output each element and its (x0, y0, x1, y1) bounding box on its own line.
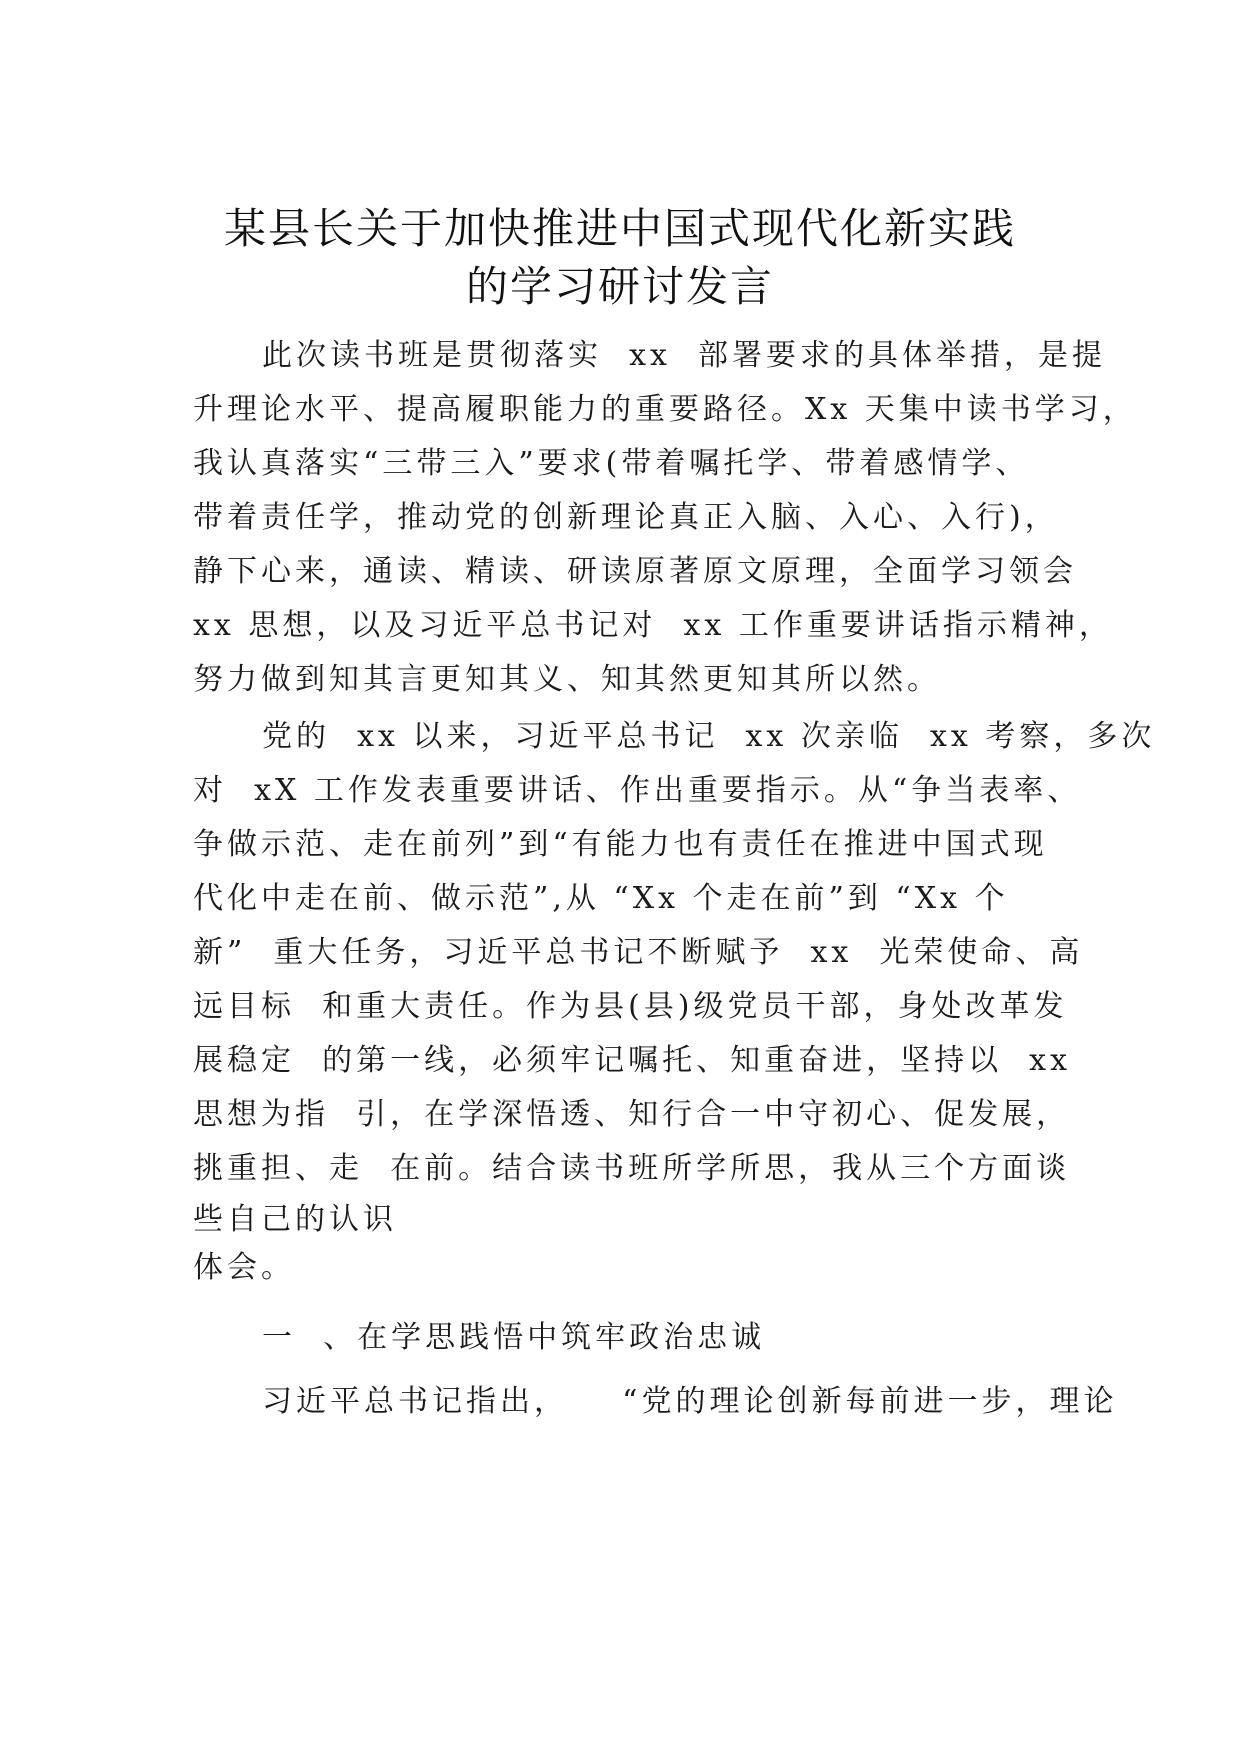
paragraph-2-line-4: 代化中走在前、做示范”,从 “Xx 个走在前”到 “Xx 个 (193, 881, 1009, 916)
paragraph-1-line-4: 带着责任学，推动党的创新理论真正入脑、入心、入行)， (193, 500, 1059, 535)
paragraph-1-line-7: 努力做到知其言更知其义、知其然更知其所以然。 (193, 662, 941, 697)
paragraph-1-line-2: 升理论水平、提高履职能力的重要路径。Xx 天集中读书学习， (193, 392, 1137, 427)
paragraph-2-line-6: 远目标 和重大责任。作为县(县)级党员干部，身处改革发 (193, 989, 1068, 1024)
section-1-heading: 一 、在学思践悟中筑牢政治忠诚 (262, 1320, 766, 1355)
paragraph-2-line-2: 对 xX 工作发表重要讲话、作出重要指示。从“争当表率、 (193, 773, 1082, 808)
paragraph-1-line-6: xx 思想，以及习近平总书记对 xx 工作重要讲话指示精神， (193, 608, 1113, 643)
paragraph-3-line-1: 习近平总书记指出， “党的理论创新每前进一步，理论 (262, 1384, 1118, 1419)
paragraph-2-line-11: 体会。 (193, 1250, 295, 1285)
paragraph-2-line-3: 争做示范、走在前列”到“有能力也有责任在推进中国式现 (193, 827, 1048, 862)
paragraph-2-line-10: 些自己的认识 (193, 1202, 397, 1237)
paragraph-1-line-3: 我认真落实“三带三入”要求(带着嘱托学、带着感情学、 (193, 446, 1030, 481)
paragraph-2-line-1: 党的 xx 以来，习近平总书记 xx 次亲临 xx 考察，多次 (262, 719, 1156, 754)
title-line-1: 某县长关于加快推进中国式现代化新实践 (223, 204, 1016, 253)
paragraph-1-line-1: 此次读书班是贯彻落实 xx 部署要求的具体举措，是提 (262, 338, 1106, 373)
paragraph-1-line-5: 静下心来，通读、精读、研读原著原文原理，全面学习领会 (193, 554, 1077, 589)
paragraph-2-line-8: 思想为指 引，在学深悟透、知行合一中守初心、促发展， (193, 1097, 1071, 1132)
paragraph-2-line-5: 新” 重大任务，习近平总书记不断赋予 xx 光荣使命、高 (193, 935, 1084, 970)
paragraph-2-line-9: 挑重担、走 在前。结合读书班所学所思，我从三个方面谈 (193, 1151, 1071, 1186)
paragraph-2-line-7: 展稳定 的第一线，必须牢记嘱托、知重奋进，坚持以 xx (193, 1043, 1071, 1078)
document-title (150, 200, 1090, 316)
title-line-2: 的学习研讨发言 (465, 262, 774, 311)
